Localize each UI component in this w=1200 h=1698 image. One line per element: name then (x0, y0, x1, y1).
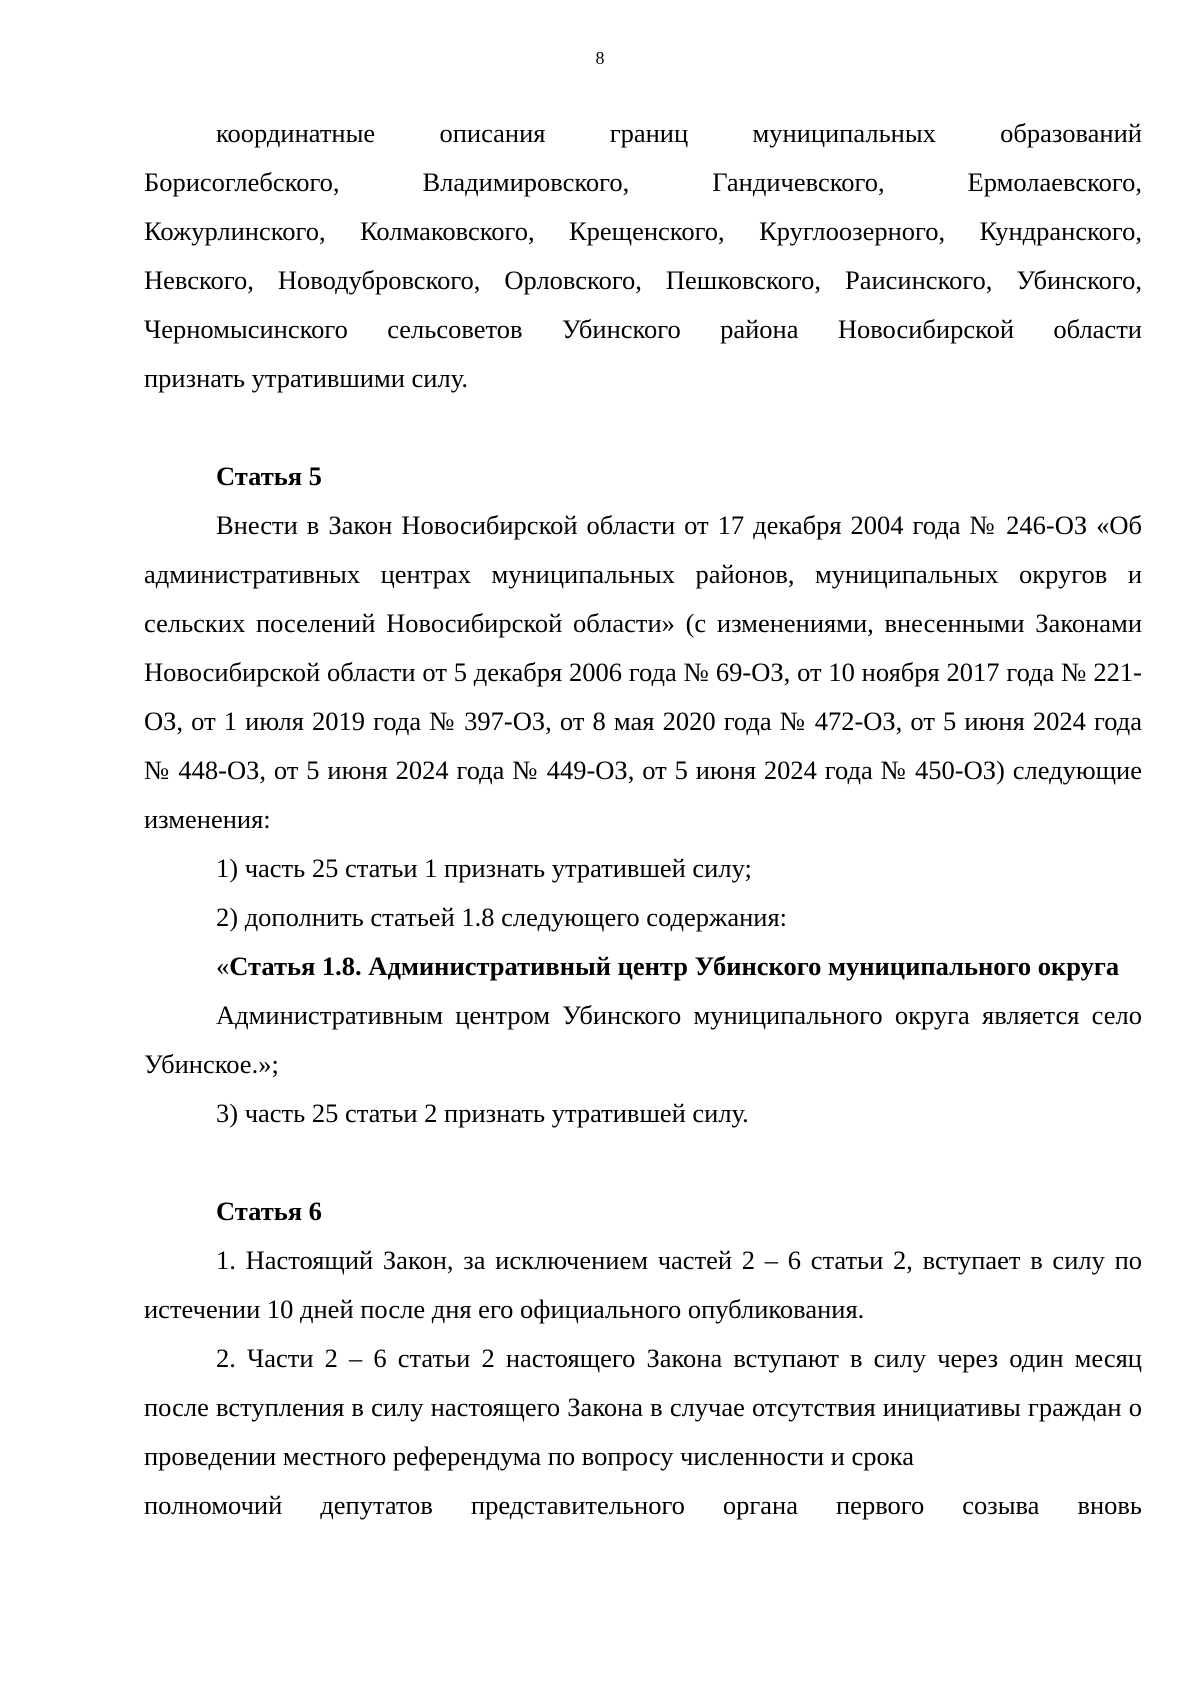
paragraph-line (144, 1481, 1142, 1530)
article-5-item-1: 1) часть 25 статьи 1 признать утратившей силу; (216, 853, 752, 883)
document-body (144, 109, 1142, 1530)
paragraph-line (144, 109, 1142, 158)
word: Борисоглебского, (144, 167, 340, 197)
word: вновь (1077, 1490, 1142, 1520)
word: координатные (216, 118, 376, 148)
word: района (720, 314, 799, 344)
word: созыва (962, 1490, 1040, 1520)
quoted-article-heading (144, 942, 1142, 991)
word: Черномысинского (144, 314, 348, 344)
article-6-para-1: 1. Настоящий Закон, за исключением частей 2 – 6 статьи 2, вступает в силу по истечении 10 дней после дня его официального опубликования. (144, 1245, 1142, 1324)
paragraph-last-line: признать утратившими силу. (144, 363, 468, 393)
word: органа (722, 1490, 798, 1520)
word: представительного (470, 1490, 685, 1520)
article-5-item-2: 2) дополнить статьей 1.8 следующего содержания: (216, 902, 788, 932)
paragraph-line (144, 207, 1142, 256)
word: Невского, (144, 265, 254, 295)
word: муниципальных (752, 118, 936, 148)
word: границ (609, 118, 689, 148)
word: Кундранского, (979, 216, 1142, 246)
word: Круглоозерного, (759, 216, 946, 246)
quoted-article-text: Административным центром Убинского муниципального округа является село Убинское.»; (144, 1000, 1142, 1079)
word: описания (439, 118, 546, 148)
word: Ермолаевского, (967, 167, 1142, 197)
word: области (1053, 314, 1142, 344)
word: Убинского, (1016, 265, 1142, 295)
word: сельсоветов (387, 314, 523, 344)
quoted-heading-text: Статья 1.8. Административный центр Убинского муниципального округа (229, 951, 1120, 981)
word: Крещенского, (569, 216, 725, 246)
word: полномочий (144, 1490, 283, 1520)
word: Убинского (561, 314, 681, 344)
article-6-heading: Статья 6 (216, 1196, 322, 1226)
word: образований (1000, 118, 1142, 148)
article-5-intro: Внести в Закон Новосибирской области от 17 декабря 2004 года № 246-ОЗ «Об административных центрах муниципальных районов, муниципальных округов и сельских поселений Новосибирской области» (с изменениями, внесенными Законами Новосибирской области от 5 декабря 2006 года № 69-ОЗ, от 10 ноября 2017 года № 221-ОЗ, от 1 июля 2019 года № 397-ОЗ, от 8 мая 2020 года № 472-ОЗ, от 5 июня 2024 года № 448-ОЗ, от 5 июня 2024 года № 449-ОЗ, от 5 июня 2024 года № 450-ОЗ) следующие изменения: (144, 510, 1142, 834)
page-number: 8 (595, 48, 605, 68)
word: Кожурлинского, (144, 216, 326, 246)
paragraph-line (144, 256, 1142, 305)
word: Пешковского, (665, 265, 821, 295)
word: Колмаковского, (360, 216, 535, 246)
word: Новосибирской (837, 314, 1015, 344)
article-6-para-2: 2. Части 2 – 6 статьи 2 настоящего Закона вступают в силу через один месяц после вступления в силу настоящего Закона в случае отсутствия инициативы граждан о проведении местного референдума по вопросу численности и срока (144, 1343, 1142, 1471)
article-5-item-3: 3) часть 25 статьи 2 признать утратившей силу. (216, 1098, 749, 1128)
word: Орловского, (504, 265, 642, 295)
word: Новодубровского, (277, 265, 481, 295)
paragraph-line (144, 305, 1142, 354)
word: Раисинского, (844, 265, 993, 295)
word: Гандичевского, (712, 167, 885, 197)
word: депутатов (320, 1490, 433, 1520)
article-5-heading: Статья 5 (216, 461, 322, 491)
word: первого (836, 1490, 925, 1520)
opening-quote: « (216, 951, 230, 981)
word: Владимировского, (422, 167, 630, 197)
paragraph-line (144, 158, 1142, 207)
